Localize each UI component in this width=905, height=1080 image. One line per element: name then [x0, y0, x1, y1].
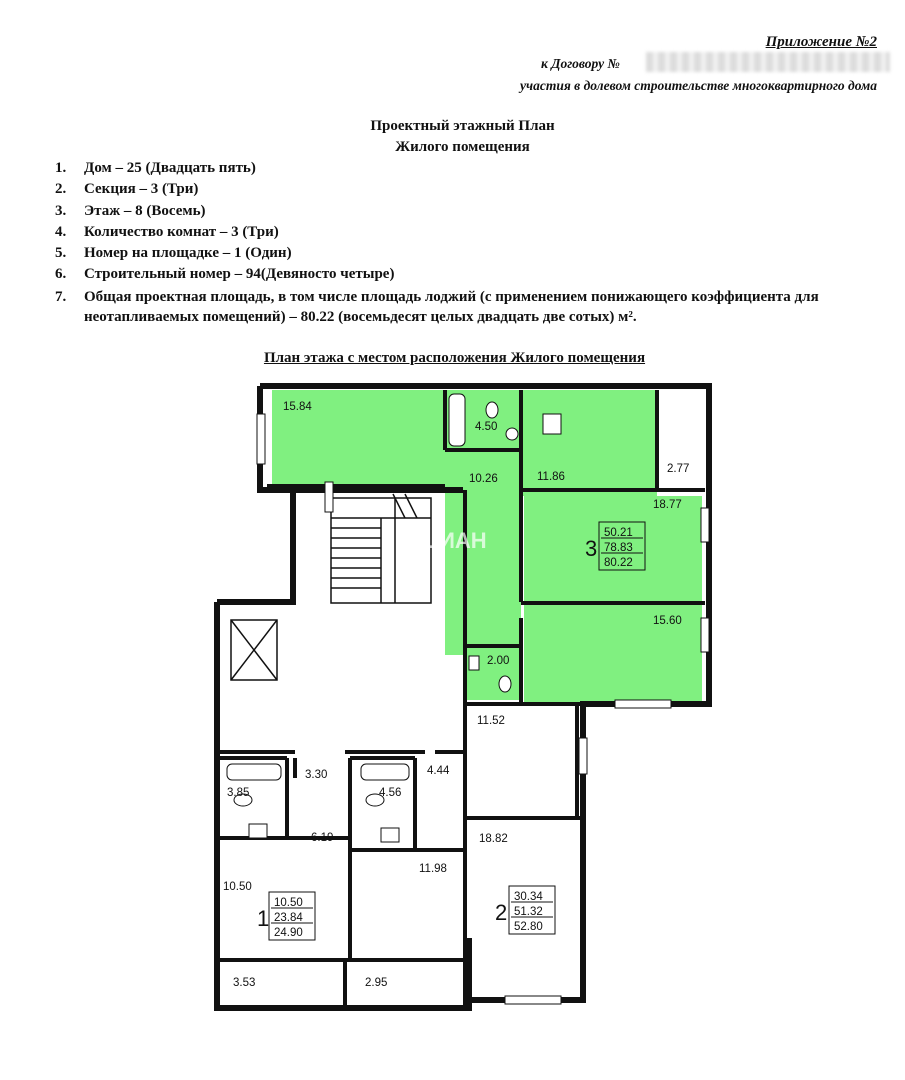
- contract-ref: к Договору №: [541, 56, 620, 71]
- spec-list: [32, 158, 905, 327]
- room-area: 4.44: [427, 765, 450, 777]
- room-area: 4.56: [379, 787, 402, 799]
- room-area: 18.82: [479, 833, 508, 845]
- room-area: 6.19: [311, 832, 334, 844]
- svg-text:50.21: 50.21: [604, 527, 633, 539]
- room-area: 10.26: [469, 473, 498, 485]
- apartment-area-box-2: [495, 886, 555, 934]
- redacted-contract-number: [646, 52, 890, 72]
- svg-text:51.32: 51.32: [514, 906, 543, 918]
- room-area: 15.60: [653, 615, 682, 627]
- svg-text:52.80: 52.80: [514, 921, 543, 933]
- doc-subtitle: Жилого помещения: [395, 139, 530, 155]
- spec-item: 2. Секция – 3 (Три): [55, 181, 199, 198]
- plan-title: План этажа с местом расположения Жилого помещения: [263, 350, 646, 366]
- room-area: 2.77: [667, 463, 690, 475]
- contract-subject: участия в долевом строительстве многоквартирного дома: [520, 78, 877, 93]
- svg-text:23.84: 23.84: [274, 912, 303, 924]
- room-area: 2.00: [487, 655, 510, 667]
- room-area: 11.86: [537, 471, 565, 483]
- svg-text:78.83: 78.83: [604, 542, 633, 554]
- doc-title: Проектный этажный План: [370, 118, 555, 134]
- room-area: 11.52: [477, 715, 505, 727]
- svg-text:24.90: 24.90: [274, 927, 303, 939]
- room-area: 2.95: [365, 977, 388, 989]
- room-area: 3.53: [233, 977, 256, 989]
- room-area: 15.84: [283, 401, 312, 413]
- svg-text:2: 2: [495, 900, 508, 925]
- spec-item: 5. Номер на площадке – 1 (Один): [55, 245, 292, 262]
- room-area: 11.98: [419, 863, 447, 875]
- elevator-icon: [231, 620, 277, 680]
- spec-item: 6. Строительный номер – 94(Девяносто четыре): [55, 266, 395, 283]
- room-area: 3.30: [305, 769, 328, 781]
- svg-text:1: 1: [257, 906, 270, 931]
- room-area: 3.85: [227, 787, 250, 799]
- spec-item: 1. Дом – 25 (Двадцать пять): [55, 160, 256, 176]
- apartment-area-box-1: [257, 892, 315, 940]
- floor-plan: [205, 378, 715, 1018]
- svg-text:10.50: 10.50: [274, 897, 303, 909]
- spec-item: 4. Количество комнат – 3 (Три): [55, 223, 279, 240]
- svg-text:3: 3: [585, 536, 598, 561]
- room-area: 4.50: [475, 421, 498, 433]
- svg-text:80.22: 80.22: [604, 557, 633, 569]
- spec-item: 3. Этаж – 8 (Восемь): [55, 202, 206, 219]
- room-area: 10.50: [223, 881, 252, 893]
- room-area: 18.77: [653, 499, 682, 511]
- staircase: [331, 494, 431, 603]
- appendix-title: Приложение №2: [765, 34, 877, 50]
- watermark: ЦИАН: [423, 528, 487, 553]
- svg-text:30.34: 30.34: [514, 891, 543, 903]
- spec-item: 7. Общая проектная площадь, в том числе площадь лоджий (с применением понижающего коэффициента для неотапливаемых помещений) – 80.22 (восемьдесят целых двадцать две сотых) м².: [55, 288, 819, 325]
